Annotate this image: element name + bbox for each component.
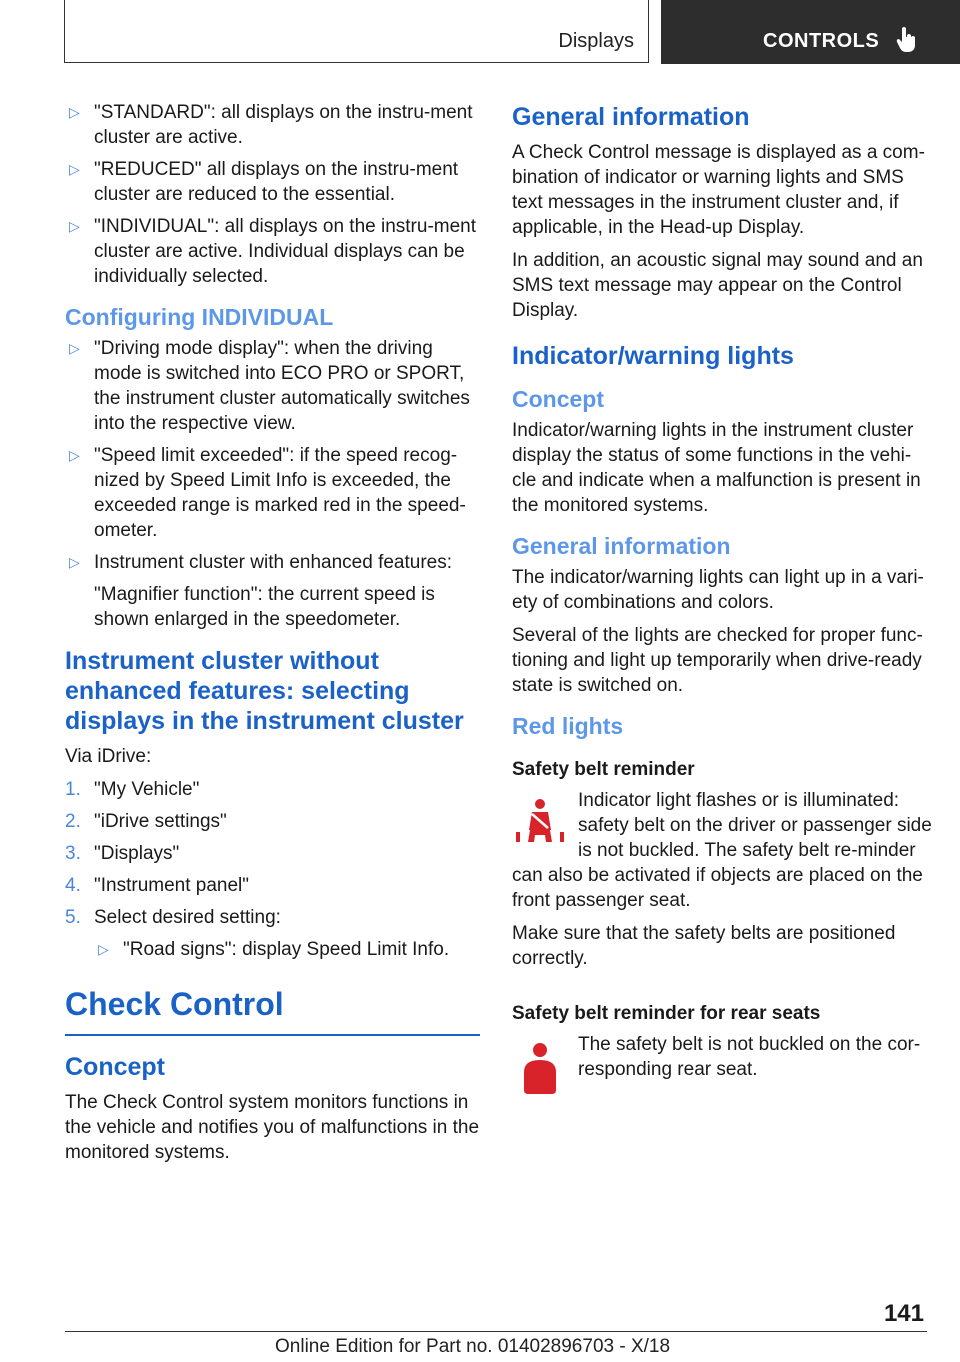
steps-list [65, 777, 480, 962]
list-item: ▷ "Driving mode display": when the driving mode is switched into ECO PRO or SPORT, the instrument cluster automatically switches into the respective view. [69, 338, 470, 434]
general-info-heading: General information [512, 103, 750, 131]
general-info-p2: In addition, an acoustic signal may sound and an SMS text message may appear on the Control Display. [512, 250, 923, 321]
list-item: 5. Select desired setting: ▷ "Road signs": display Speed Limit Info. [65, 905, 480, 962]
header-chapter-tab [661, 0, 960, 64]
config-list [65, 336, 480, 632]
list-item: ▷ "STANDARD": all displays on the instru-ment cluster are active. [69, 102, 473, 148]
triangle-bullet-icon: ▷ [69, 104, 80, 120]
concept-text: Indicator/warning lights in the instrument cluster display the status of some functions in the vehi-cle and indicate when a malfunction is present in the monitored systems. [512, 420, 921, 516]
list-item: 1. "My Vehicle" [65, 779, 200, 800]
belt-reminder-text: Indicator light flashes or is illuminated: safety belt on the driver or passenger side is not buckled. The safety belt re-minder can also be activated if objects are placed on the front passenger seat. [512, 790, 932, 911]
magnifier-text: "Magnifier function": the current speed is shown enlarged in the speedometer. [94, 584, 435, 630]
concept-subheading: Concept [512, 386, 604, 412]
triangle-bullet-icon: ▷ [98, 941, 109, 957]
list-item: ▷ "Speed limit exceeded": if the speed recog-nized by Speed Limit Info is exceeded, the exceeded range is marked red in the speed-ometer. [69, 445, 466, 541]
seatbelt-warning-icon [512, 794, 568, 854]
belt-reminder-text2: Make sure that the safety belts are positioned correctly. [512, 923, 896, 969]
footer-rule [65, 1331, 927, 1332]
step5-sublist [94, 937, 480, 962]
rear-belt-text: The safety belt is not buckled on the cor-responding rear seat. [578, 1034, 921, 1080]
general-info2-p2: Several of the lights are checked for proper func-tioning and light up temporarily when drive-ready state is switched on. [512, 625, 923, 696]
list-item: ▷ "REDUCED" all displays on the instru-ment cluster are reduced to the essential. [69, 159, 459, 205]
left-column [65, 100, 480, 1173]
configuring-heading: Configuring INDIVIDUAL [65, 304, 334, 330]
rear-belt-block [512, 1032, 932, 1082]
belt-reminder-block [512, 788, 932, 913]
heading-rule [65, 1034, 480, 1036]
belt-reminder-heading: Safety belt reminder [512, 759, 695, 780]
without-enhanced-heading: Instrument cluster without enhanced features: selecting displays in the instrument cluster [65, 647, 464, 735]
list-item: ▷ "INDIVIDUAL": all displays on the instru-ment cluster are active. Individual displays can be individually selected. [69, 216, 477, 287]
indicator-lights-heading: Indicator/warning lights [512, 342, 794, 370]
header-chapter-title: CONTROLS [763, 30, 880, 52]
triangle-bullet-icon: ▷ [69, 447, 80, 463]
rear-seatbelt-icon [512, 1038, 568, 1098]
concept-heading: Concept [65, 1052, 165, 1081]
rear-belt-heading: Safety belt reminder for rear seats [512, 1003, 821, 1024]
display-mode-list [65, 100, 480, 289]
list-item: ▷ Instrument cluster with enhanced features: "Magnifier function": the current speed is shown enlarged in the speedometer. [65, 550, 480, 632]
page-number: 141 [883, 1300, 924, 1327]
header-section-title: Displays [558, 30, 634, 52]
triangle-bullet-icon: ▷ [69, 161, 80, 177]
right-column [512, 100, 932, 1098]
general-info2-p1: The indicator/warning lights can light up in a vari-ety of combinations and colors. [512, 567, 924, 613]
general-info-subheading: General information [512, 533, 731, 559]
list-item: 3. "Displays" [65, 843, 180, 864]
header-section-box [64, 0, 649, 63]
list-item: ▷ "Road signs": display Speed Limit Info. [98, 939, 450, 960]
concept-text: The Check Control system monitors functions in the vehicle and notifies you of malfunctions in the monitored systems. [65, 1091, 480, 1163]
list-item: 4. "Instrument panel" [65, 875, 250, 896]
list-item: 2. "iDrive settings" [65, 811, 227, 832]
footer-edition: Online Edition for Part no. 01402896703 - X/18 [275, 1336, 671, 1357]
via-idrive-text: Via iDrive: [65, 746, 152, 767]
triangle-bullet-icon: ▷ [69, 340, 80, 356]
hand-pointer-icon [896, 26, 918, 52]
check-control-heading: Check Control [65, 986, 284, 1022]
red-lights-heading: Red lights [512, 713, 624, 739]
general-info-p1: A Check Control message is displayed as a com-bination of indicator or warning lights and SMS text messages in the instrument cluster and, if applicable, in the Head-up Display. [512, 142, 925, 238]
triangle-bullet-icon: ▷ [69, 554, 80, 570]
triangle-bullet-icon: ▷ [69, 218, 80, 234]
